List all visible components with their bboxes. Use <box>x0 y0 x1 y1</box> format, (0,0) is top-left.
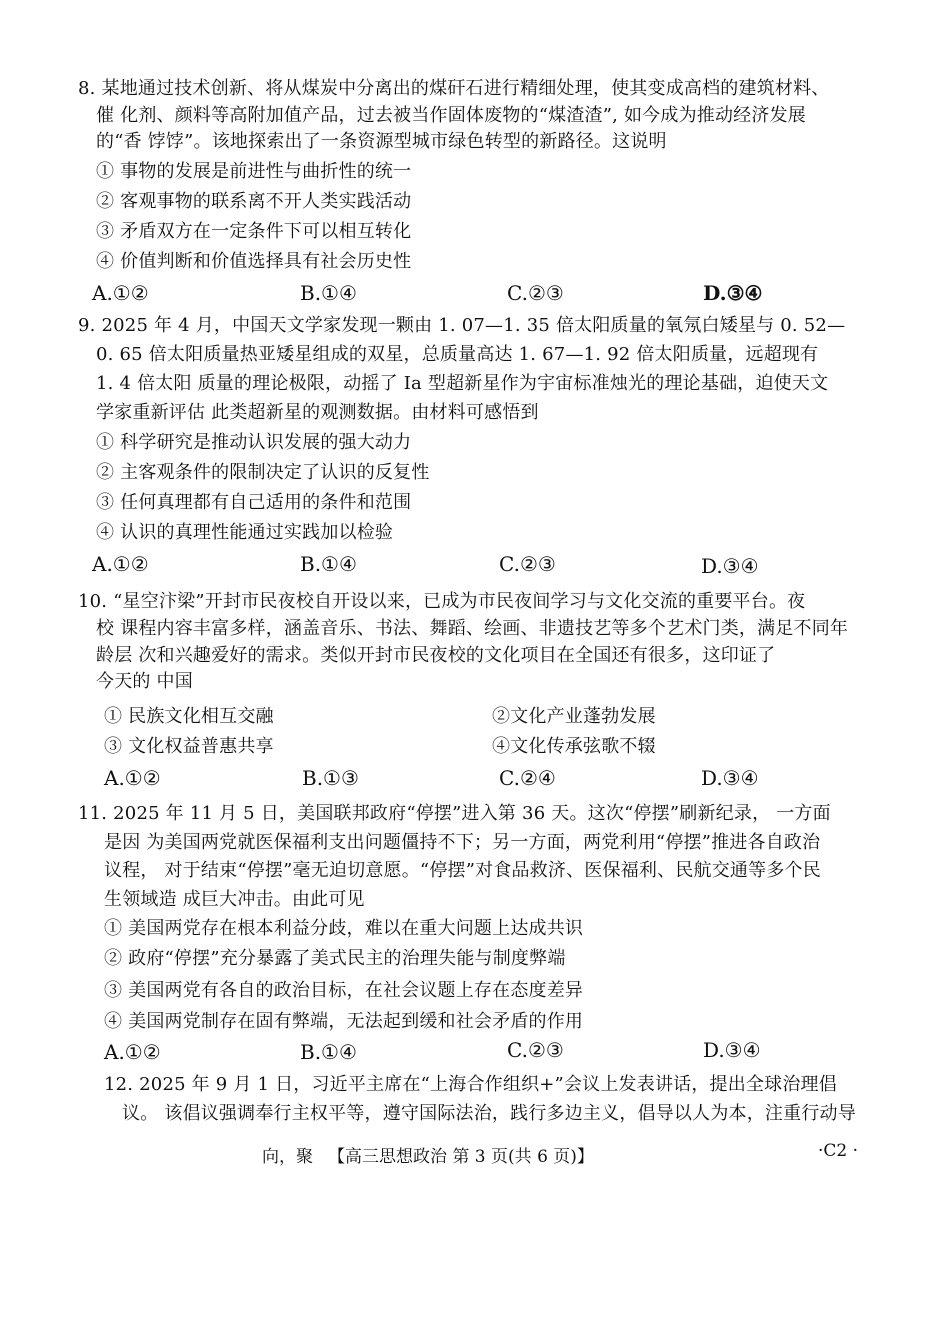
q8-choice-d: D.③④ <box>703 281 763 305</box>
q8-option-3: ③ 矛盾双方在一定条件下可以相互转化 <box>96 221 412 242</box>
q10-choice-c: C.②④ <box>499 766 556 790</box>
q10-stem-line-3: 龄层 次和兴趣爱好的需求。类似开封市民夜校的文化项目在全国还有很多，这印证了 <box>96 645 776 666</box>
q9-choice-c: C.②③ <box>499 552 556 576</box>
q10-choice-a: A.①② <box>104 766 161 790</box>
q11-option-1: ① 美国两党存在根本利益分歧，难以在重大问题上达成共识 <box>104 918 584 939</box>
q10-choice-d: D.③④ <box>701 766 759 790</box>
q11-choice-c: C.②③ <box>507 1038 564 1062</box>
q12-stem-line-2: 议。 该倡议强调奉行主权平等，遵守国际法治，践行多边主义，倡导以人为本，注重行动导 <box>122 1103 856 1124</box>
q11-option-4: ④ 美国两党制存在固有弊端，无法起到缓和社会矛盾的作用 <box>104 1011 584 1032</box>
q11-option-2: ② 政府“停摆”充分暴露了美式民主的治理失能与制度弊端 <box>104 948 566 969</box>
q10-option-2: ②文化产业蓬勃发展 <box>492 706 656 727</box>
q8-stem-line-2: 催 化剂、颜料等高附加值产品，过去被当作固体废物的“煤渣渣”, 如今成为推动经济发展 <box>96 105 806 126</box>
q11-stem-line-4: 生领域造 成巨大冲击。由此可见 <box>104 889 365 910</box>
q10-stem-line-2: 校 课程内容丰富多样，涵盖音乐、书法、舞蹈、绘画、非遗技艺等多个艺术门类，满足不同年 <box>96 618 849 639</box>
q10-stem-line-4: 今天的 中国 <box>96 671 193 692</box>
q8-stem-line-1: 8. 某地通过技术创新、将从煤炭中分离出的煤矸石进行精细处理，使其变成高档的建筑材料、 <box>78 78 830 99</box>
q11-choice-b: B.①④ <box>300 1040 357 1064</box>
q8-option-1: ① 事物的发展是前进性与曲折性的统一 <box>96 161 412 182</box>
q12-stem-line-1: 12. 2025 年 9 月 1 日，习近平主席在“上海合作组织+”会议上发表讲话，提出全球治理倡 <box>104 1074 837 1095</box>
q8-stem-line-3: 的“香 饽饽”。该地探索出了一条资源型城市绿色转型的新路径。这说明 <box>96 131 667 152</box>
q10-stem-line-1: 10. “星空汴梁”开封市民夜校自开设以来，已成为市民夜间学习与文化交流的重要平台。夜 <box>78 591 806 612</box>
q11-choice-d: D.③④ <box>703 1038 761 1062</box>
q9-option-2: ② 主客观条件的限制决定了认识的反复性 <box>96 462 430 483</box>
page-footer-title: 【高三思想政治 第 3 页(共 6 页)】 <box>328 1147 594 1167</box>
q8-option-4: ④ 价值判断和价值选择具有社会历史性 <box>96 251 412 272</box>
q10-option-3: ③ 文化权益普惠共享 <box>104 736 274 757</box>
q11-stem-line-1: 11. 2025 年 11 月 5 日，美国联邦政府“停摆”进入第 36 天。这次“停摆”刷新纪录， 一方面 <box>78 803 831 824</box>
q8-choice-a: A.①② <box>92 281 149 305</box>
q8-choice-b: B.①④ <box>300 281 357 305</box>
q10-option-1: ① 民族文化相互交融 <box>104 706 274 727</box>
q12-stem-line-3: 向，聚 <box>262 1147 313 1167</box>
q9-stem-line-3: 1. 4 倍太阳 质量的理论极限，动摇了 Ia 型超新星作为宇宙标准烛光的理论基础，迫使天文 <box>96 373 829 394</box>
q10-option-4: ④文化传承弦歌不辍 <box>492 736 656 757</box>
q9-stem-line-1: 9. 2025 年 4 月，中国天文学家发现一颗由 1. 07—1. 35 倍太阳质量的氧氖白矮星与 0. 52— <box>78 315 846 336</box>
q9-option-3: ③ 任何真理都有自己适用的条件和范围 <box>96 492 412 513</box>
q9-option-1: ① 科学研究是推动认识发展的强大动力 <box>96 432 412 453</box>
q10-choice-b: B.①③ <box>302 766 359 790</box>
q9-choice-b: B.①④ <box>300 552 357 576</box>
q11-choice-a: A.①② <box>104 1040 161 1064</box>
q11-option-3: ③ 美国两党有各自的政治目标，在社会议题上存在态度差异 <box>104 980 584 1001</box>
q11-stem-line-3: 议程， 对于结束“停摆”毫无迫切意愿。“停摆”对食品救济、医保福利、民航交通等多个民 <box>104 860 821 881</box>
q9-stem-line-4: 学家重新评估 此类超新星的观测数据。由材料可感悟到 <box>96 402 539 423</box>
paper-code: ·C2 · <box>818 1141 859 1161</box>
q9-choice-d: D.③④ <box>701 554 759 578</box>
q9-stem-line-2: 0. 65 倍太阳质量热亚矮星组成的双星，总质量高达 1. 67—1. 92 倍太阳质量，远超现有 <box>96 344 819 365</box>
q9-option-4: ④ 认识的真理性能通过实践加以检验 <box>96 522 394 543</box>
q8-choice-c: C.②③ <box>507 281 564 305</box>
q11-stem-line-2: 是因 为美国两党就医保福利支出问题僵持不下；另一方面，两党利用“停摆”推进各自政治 <box>104 832 821 853</box>
q9-choice-a: A.①② <box>92 552 149 576</box>
q8-option-2: ② 客观事物的联系离不开人类实践活动 <box>96 191 412 212</box>
